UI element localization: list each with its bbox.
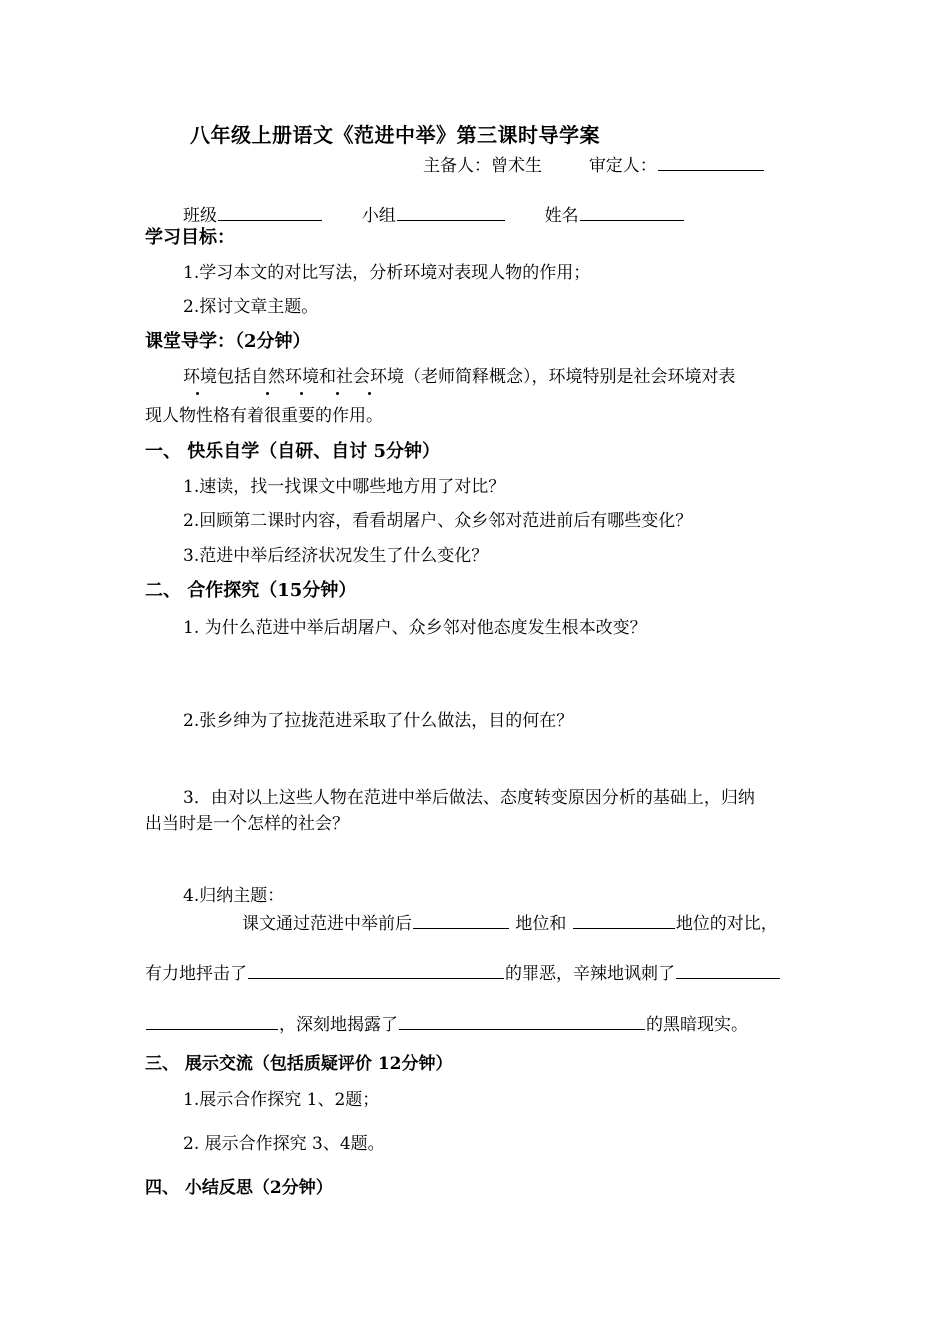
- section4-heading: 四、 小结反思（2分钟）: [145, 1178, 333, 1198]
- theme-text: 的黑暗现实。: [646, 1015, 748, 1035]
- preparer-line: [423, 152, 765, 177]
- theme-blank[interactable]: [146, 1011, 278, 1030]
- objective-item: 2.探讨文章主题。: [183, 297, 319, 317]
- question-3-line1: 3．由对以上这些人物在范进中举后做法、态度转变原因分析的基础上，归纳: [183, 788, 755, 808]
- class-blank[interactable]: [218, 202, 322, 221]
- theme-text: 课文通过范进中举前后: [242, 914, 412, 934]
- emphasis-dots: [196, 392, 436, 398]
- theme-blank[interactable]: [413, 910, 509, 929]
- preparer-name: 曾术生: [491, 156, 542, 176]
- reviewer-blank[interactable]: [658, 152, 764, 171]
- objective-item: 1.学习本文的对比写法，分析环境对表现人物的作用；: [183, 263, 591, 283]
- student-info-line: [183, 202, 685, 227]
- theme-text: 地位的对比，: [675, 914, 778, 934]
- guide-text-line2: 现人物性格有着很重要的作用。: [145, 406, 383, 426]
- name-label: 姓名: [544, 206, 579, 226]
- section2-heading: 二、 合作探究（15分钟）: [145, 580, 357, 601]
- section1-item: 3.范进中举后经济状况发生了什么变化？: [183, 546, 489, 566]
- page-title: 八年级上册语文《范进中举》第三课时导学案: [190, 123, 600, 147]
- question-4: 4.归纳主题：: [183, 886, 285, 906]
- group-blank[interactable]: [397, 202, 505, 221]
- theme-line2: [145, 960, 781, 985]
- question-1: 1. 为什么范进中举后胡屠户、众乡邻对他态度发生根本改变？: [183, 618, 647, 638]
- section1-heading: 一、 快乐自学（自研、自讨 5分钟）: [145, 441, 441, 462]
- question-3-line2: 出当时是一个怎样的社会？: [145, 814, 349, 834]
- theme-text: 有力地抨击了: [145, 964, 247, 984]
- theme-blank[interactable]: [676, 960, 780, 979]
- theme-line3: [145, 1011, 748, 1036]
- reviewer-label: 审定人：: [588, 156, 657, 176]
- section3-item: 2. 展示合作探究 3、4题。: [183, 1134, 385, 1154]
- guide-heading: 课堂导学：（2分钟）: [145, 331, 311, 352]
- theme-line1: [242, 910, 778, 935]
- question-2: 2.张乡绅为了拉拢范进采取了什么做法，目的何在？: [183, 711, 574, 731]
- objectives-heading: 学习目标：: [145, 227, 235, 248]
- theme-text: 的罪恶，辛辣地讽刺了: [505, 964, 675, 984]
- theme-blank[interactable]: [573, 910, 675, 929]
- theme-blank[interactable]: [399, 1011, 645, 1030]
- section1-item: 2.回顾第二课时内容，看看胡屠户、众乡邻对范进前后有哪些变化？: [183, 511, 693, 531]
- section3-item: 1.展示合作探究 1、2题；: [183, 1090, 380, 1110]
- preparer-label: 主备人：: [423, 156, 491, 176]
- theme-text: 地位和: [515, 914, 567, 934]
- name-blank[interactable]: [580, 202, 684, 221]
- guide-text-line1: 环境包括自然环境和社会环境（老师简释概念），环境特别是社会环境对表: [183, 367, 736, 387]
- section1-item: 1.速读，找一找课文中哪些地方用了对比？: [183, 477, 506, 497]
- theme-text: ，深刻地揭露了: [279, 1015, 398, 1035]
- theme-blank[interactable]: [248, 960, 504, 979]
- class-label: 班级: [183, 206, 217, 226]
- section3-heading: 三、 展示交流（包括质疑评价 12分钟）: [145, 1054, 453, 1074]
- group-label: 小组: [361, 206, 396, 226]
